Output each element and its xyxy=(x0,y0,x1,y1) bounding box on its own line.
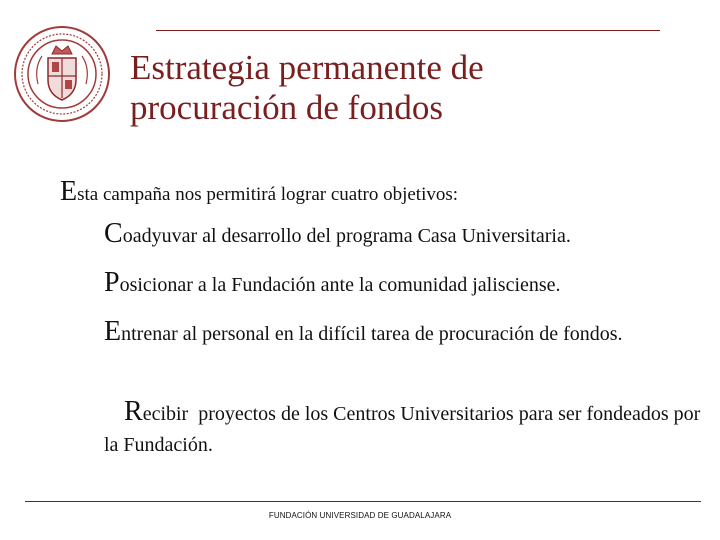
objective-initial: P xyxy=(104,267,120,298)
intro-initial: E xyxy=(60,176,78,207)
objective-item xyxy=(104,218,704,252)
objective-initial: E xyxy=(104,316,122,347)
objective-initial: R xyxy=(124,396,143,427)
title-line-1: Estrategia permanente de xyxy=(130,48,484,87)
footer-text: FUNDACIÓN UNIVERSIDAD DE GUADALAJARA xyxy=(268,511,452,520)
objectives-list xyxy=(104,218,704,507)
objective-text: osicionar a la Fundación ante la comunidad jalisciense. xyxy=(119,274,561,296)
intro-text xyxy=(60,172,458,215)
objective-item xyxy=(104,365,704,492)
objective-text: oadyuvar al desarrollo del programa Casa Universitaria. xyxy=(122,225,571,247)
objective-text: ntrenar al personal en la difícil tarea de procuración de fondos. xyxy=(121,323,623,345)
objective-item xyxy=(104,267,704,301)
objective-text: ecibir proyectos de los Centros Universitarios para ser fondeados por la Fundación. xyxy=(104,403,706,456)
top-rule xyxy=(156,30,660,31)
intro-rest: sta campaña nos permitirá lograr cuatro objetivos: xyxy=(77,184,459,205)
objective-initial: C xyxy=(104,218,123,249)
university-seal-icon xyxy=(12,24,112,124)
page-title xyxy=(130,48,690,128)
objective-item xyxy=(104,316,704,350)
bottom-rule xyxy=(25,501,701,502)
title-line-2: procuración de fondos xyxy=(130,88,443,127)
